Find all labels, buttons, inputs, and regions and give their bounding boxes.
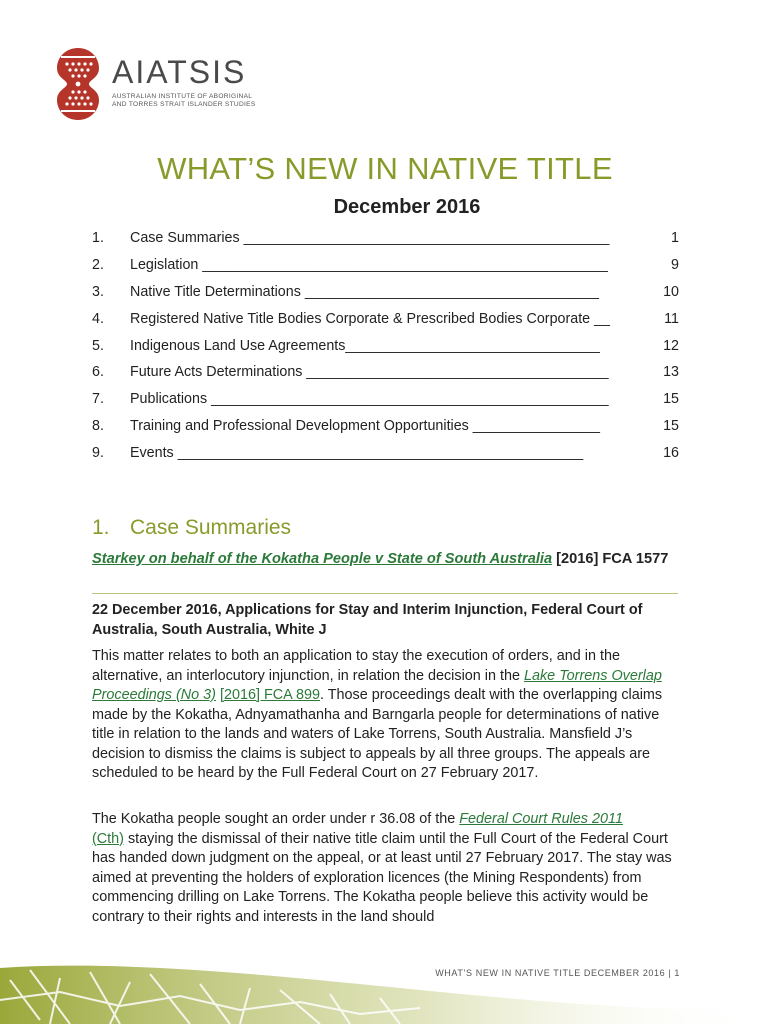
toc-row[interactable] [92, 226, 679, 253]
toc-row[interactable] [92, 414, 679, 441]
toc-row[interactable] [92, 441, 679, 468]
toc-label: Publications __________________________________________________ [130, 391, 609, 408]
toc-label: Indigenous Land Use Agreements________________________________ [130, 337, 600, 354]
logo-subtitle [112, 93, 282, 109]
lake-torrens-link[interactable]: Lake Torrens Overlap Proceedings (No 3) [92, 667, 662, 703]
paragraph-1: This matter relates to both an application to stay the execution of orders, and in the alternative, an interlocutory injunction, in relation the decision in the Lake Torrens Overlap Proceedings (No 3) [2016] FCA 899. Those proceedings dealt with the overlapping claims made by the Kokatha, Adnyamathanha and Barngarla people for determinations of native title in relation to the lands and waters of Lake Torrens, South Australia. Mansfield J’s decision to dismiss the claims is subject to appeals by all three groups. The appeals are scheduled to be heard by the Full Federal Court on 27 February 2017. [92, 648, 663, 781]
document-title: WHAT’S NEW IN NATIVE TITLE [157, 151, 613, 186]
toc-label: Training and Professional Development Opportunities ________________ [130, 418, 601, 435]
section-heading [92, 516, 291, 540]
toc-row[interactable] [92, 387, 679, 414]
toc-label: Native Title Determinations _____________________________________ [130, 283, 600, 300]
toc-number: 7. [92, 391, 104, 408]
case-heading [92, 549, 682, 570]
federal-court-rules-link[interactable]: Federal Court Rules 2011 [459, 811, 623, 827]
section-title-text: Case Summaries [130, 516, 292, 539]
document-subtitle: December 2016 [333, 196, 481, 218]
table-of-contents [92, 226, 679, 468]
toc-number: 3. [92, 283, 104, 300]
aiatsis-emblem-icon [55, 46, 101, 122]
logo-wordmark: AIATSIS [112, 54, 247, 90]
cth-link[interactable]: (Cth) [92, 830, 124, 847]
toc-number: 1. [92, 230, 104, 246]
toc-row[interactable] [92, 307, 679, 334]
case-citation: [2016] FCA 1577 [552, 551, 669, 567]
toc-page: 10 [663, 283, 679, 300]
page-footer: WHAT’S NEW IN NATIVE TITLE DECEMBER 2016 | 1 [435, 968, 680, 978]
toc-row[interactable] [92, 253, 679, 280]
toc-number: 2. [92, 256, 104, 273]
case-link[interactable]: Starkey on behalf of the Kokatha People v State of South Australia [92, 551, 553, 567]
logo-subtitle-line-2: AND TORRES STRAIT ISLANDER STUDIES [112, 101, 256, 108]
logo-subtitle-line-1: AUSTRALIAN INSTITUTE OF ABORIGINAL [112, 93, 253, 100]
divider [92, 593, 678, 594]
fca-899-link[interactable]: [2016] FCA 899 [219, 687, 320, 703]
case-subheading: 22 December 2016, Applications for Stay and Interim Injunction, Federal Court of Australia, South Australia, White J [92, 602, 643, 638]
aiatsis-logo [55, 46, 255, 126]
toc-page: 13 [663, 364, 679, 381]
toc-label: Case Summaries ______________________________________________ [130, 230, 610, 246]
toc-label: Legislation ___________________________________________________ [130, 256, 608, 273]
toc-label: Registered Native Title Bodies Corporate & Prescribed Bodies Corporate __ [130, 310, 610, 327]
toc-label: Future Acts Determinations ______________________________________ [130, 364, 609, 381]
toc-row[interactable] [92, 334, 679, 361]
toc-label: Events ___________________________________________________ [130, 445, 584, 462]
toc-page: 9 [671, 256, 679, 273]
toc-number: 4. [92, 310, 104, 327]
toc-number: 6. [92, 364, 104, 381]
toc-number: 8. [92, 418, 104, 435]
toc-row[interactable] [92, 280, 679, 307]
toc-page: 11 [664, 310, 679, 327]
toc-page: 12 [663, 337, 679, 354]
section-number: 1. [92, 516, 110, 539]
paragraph-2: The Kokatha people sought an order under r 36.08 of the Federal Court Rules 2011 (Cth) staying the dismissal of their native title claim until the Full Court of the Federal Court has handed down judgment on the appeal, or at least until 27 February 2017. The stay was aimed at preventing the holders of exploration licences (the Mining Respondents) from commencing drilling on Lake Torrens. The Kokatha people believe this activity would be contrary to their rights and interests in the land should [92, 811, 672, 925]
toc-number: 5. [92, 337, 104, 354]
toc-page: 15 [663, 418, 679, 435]
toc-page: 16 [663, 445, 679, 462]
toc-number: 9. [92, 445, 104, 462]
toc-page: 1 [671, 230, 679, 246]
toc-row[interactable] [92, 360, 679, 387]
toc-page: 15 [663, 391, 679, 408]
